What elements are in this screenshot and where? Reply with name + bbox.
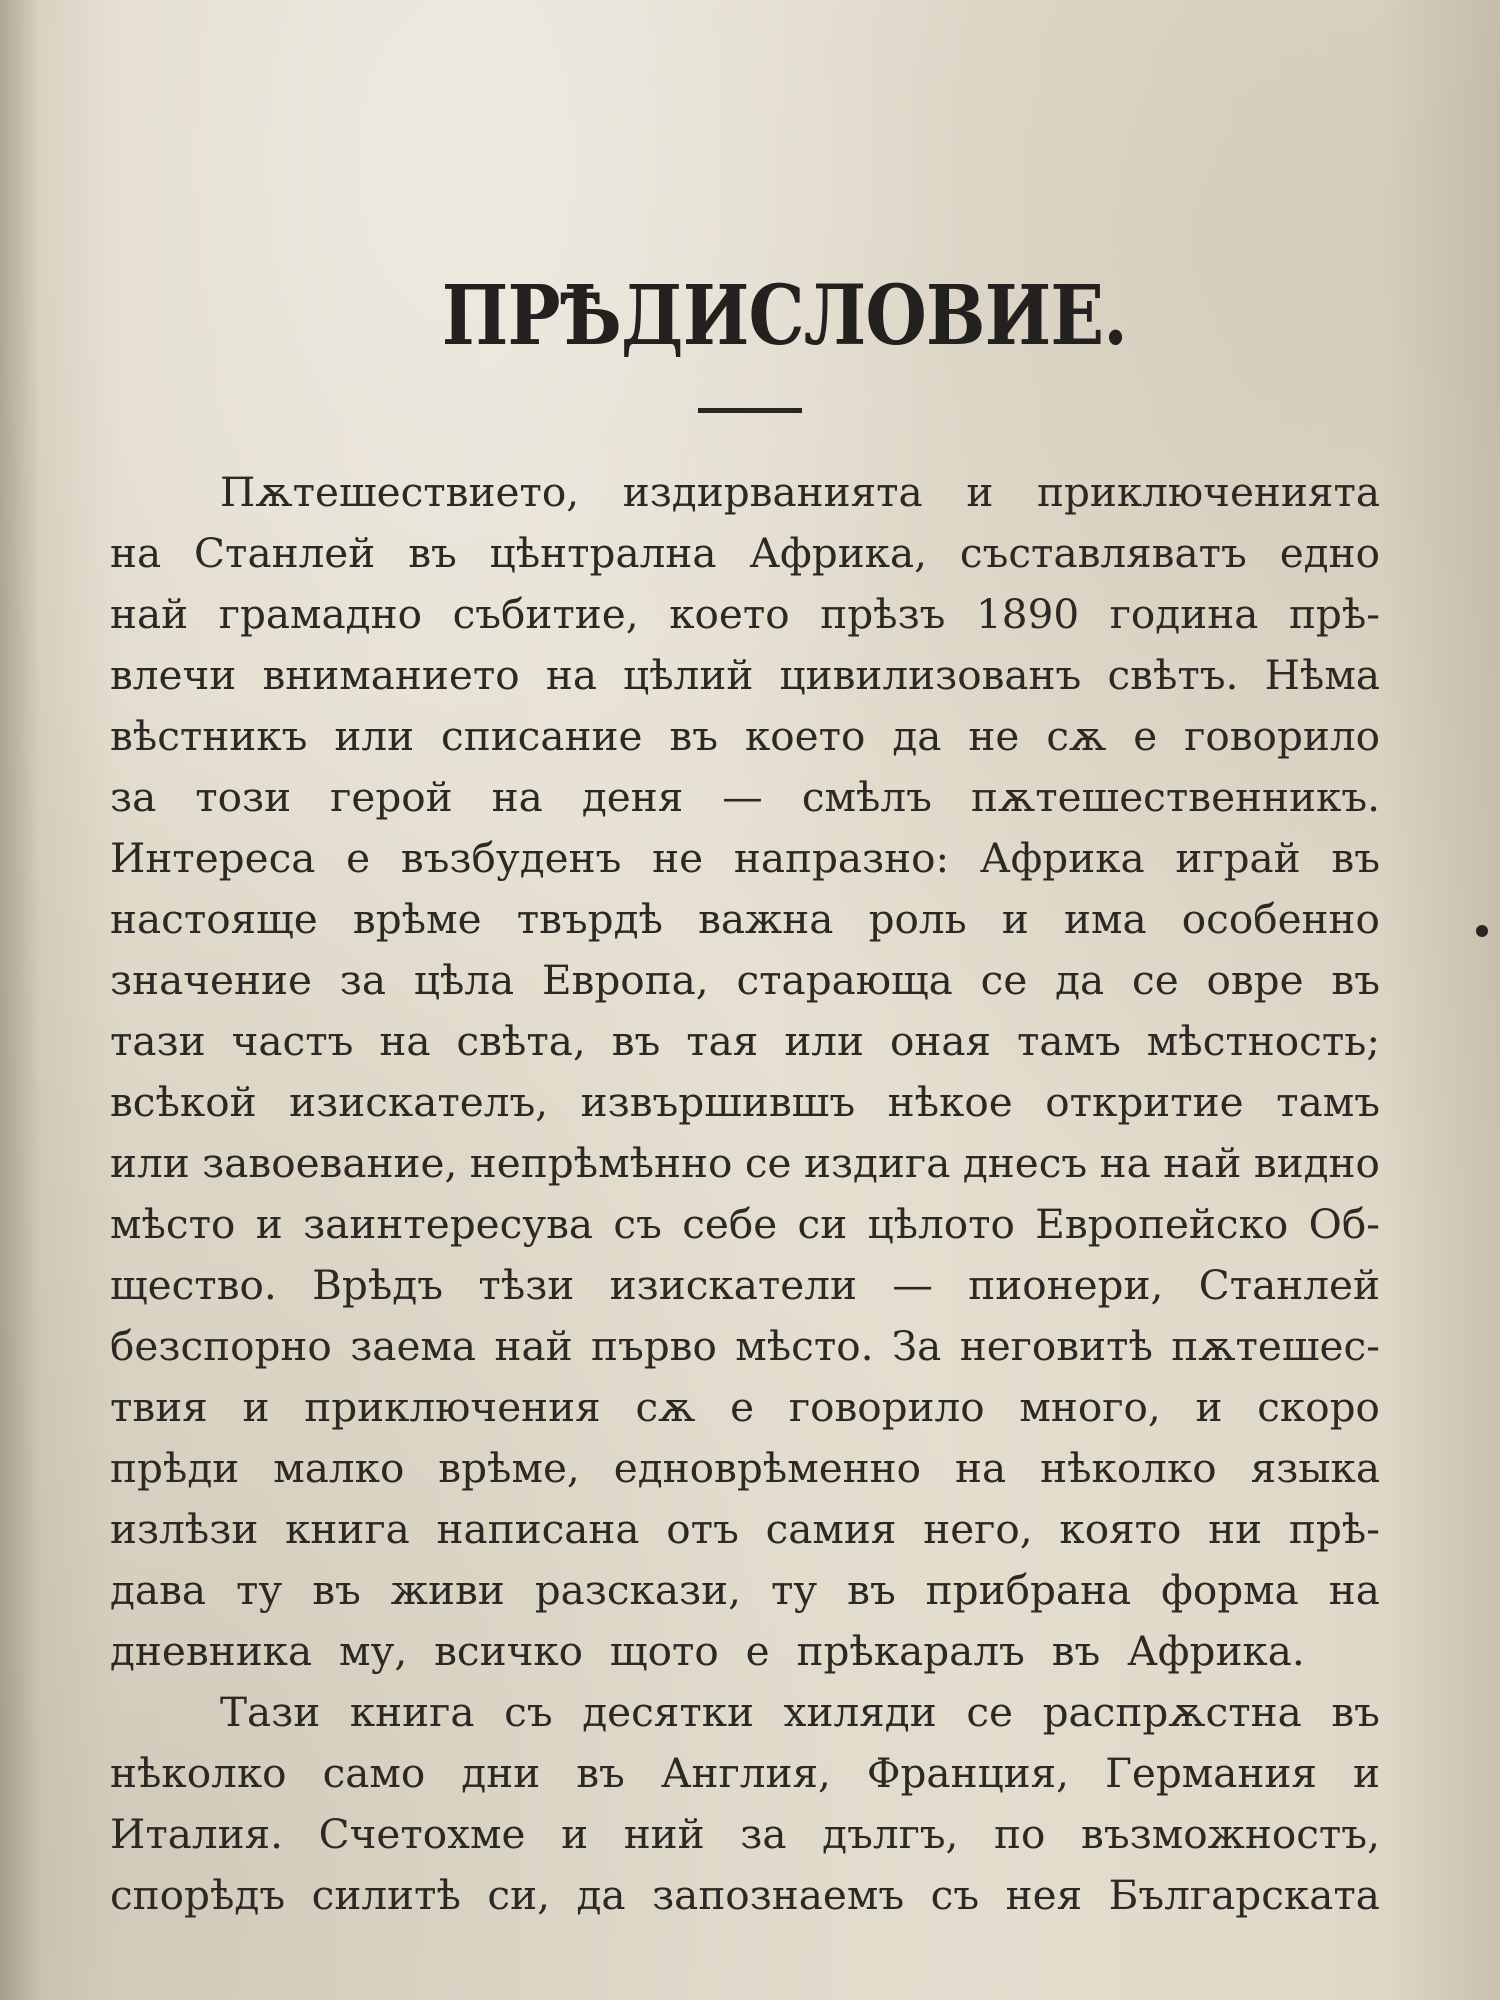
text-line: Италия. Счетохме и ний за дългъ, по възможностъ, (110, 1810, 1380, 1858)
text-line: най грамадно събитие, което прѣзъ 1890 година прѣ- (110, 590, 1380, 638)
page-title: ПРѢДИСЛОВИЕ. (441, 268, 1127, 364)
text-line: мѣсто и заинтересува съ себе си цѣлото Европейско Об- (110, 1200, 1380, 1248)
text-line: безспорно заема най първо мѣсто. За неговитѣ пѫтешес- (110, 1322, 1380, 1370)
text-line: всѣкой изискателъ, извършившъ нѣкое откритие тамъ (110, 1078, 1380, 1126)
text-line: щество. Врѣдъ тѣзи изискатели — пионери, Станлей (110, 1261, 1380, 1309)
text-line: твия и приключения сѫ е говорило много, и скоро (110, 1383, 1380, 1431)
preface-text (110, 462, 1380, 1926)
text-line: значение за цѣла Европа, старающа се да се овре въ (110, 956, 1380, 1004)
paragraph-1 (110, 462, 1380, 1682)
text-line: дава ту въ живи разскази, ту въ прибрана форма на (110, 1566, 1380, 1614)
text-line: дневника му, всичко щото е прѣкаралъ въ Африка. (110, 1627, 1305, 1675)
text-line: или завоевание, непрѣмѣнно се издига днесъ на най видно (110, 1139, 1380, 1187)
text-line: влечи вниманието на цѣлий цивилизованъ свѣтъ. Нѣма (110, 651, 1380, 699)
text-line: Тази книга съ десятки хиляди се распрѫстна въ (220, 1688, 1380, 1736)
text-line: на Станлей въ цѣнтрална Африка, съставляватъ едно (110, 529, 1380, 577)
text-line: нѣколко само дни въ Англия, Франция, Германия и (110, 1749, 1380, 1797)
text-line: Интереса е възбуденъ не напразно: Африка играй въ (110, 834, 1380, 882)
text-line: за този герой на деня — смѣлъ пѫтешественникъ. (110, 773, 1380, 821)
ink-spot (1476, 925, 1488, 937)
title-divider (698, 408, 802, 413)
text-line: настояще врѣме твърдѣ важна роль и има особенно (110, 895, 1380, 943)
page-edge-shadow (0, 0, 40, 2000)
text-line: вѣстникъ или списание въ което да не сѫ е говорило (110, 712, 1380, 760)
text-line: тази частъ на свѣта, въ тая или оная тамъ мѣстность; (110, 1017, 1380, 1065)
paragraph-2 (110, 1682, 1380, 1926)
text-line: Пѫтешествието, издирванията и приключенията (220, 468, 1380, 516)
text-line: прѣди малко врѣме, едноврѣменно на нѣколко языка (110, 1444, 1380, 1492)
text-line: спорѣдъ силитѣ си, да запознаемъ съ нея Българската (110, 1871, 1380, 1919)
text-line: излѣзи книга написана отъ самия него, която ни прѣ- (110, 1505, 1380, 1553)
